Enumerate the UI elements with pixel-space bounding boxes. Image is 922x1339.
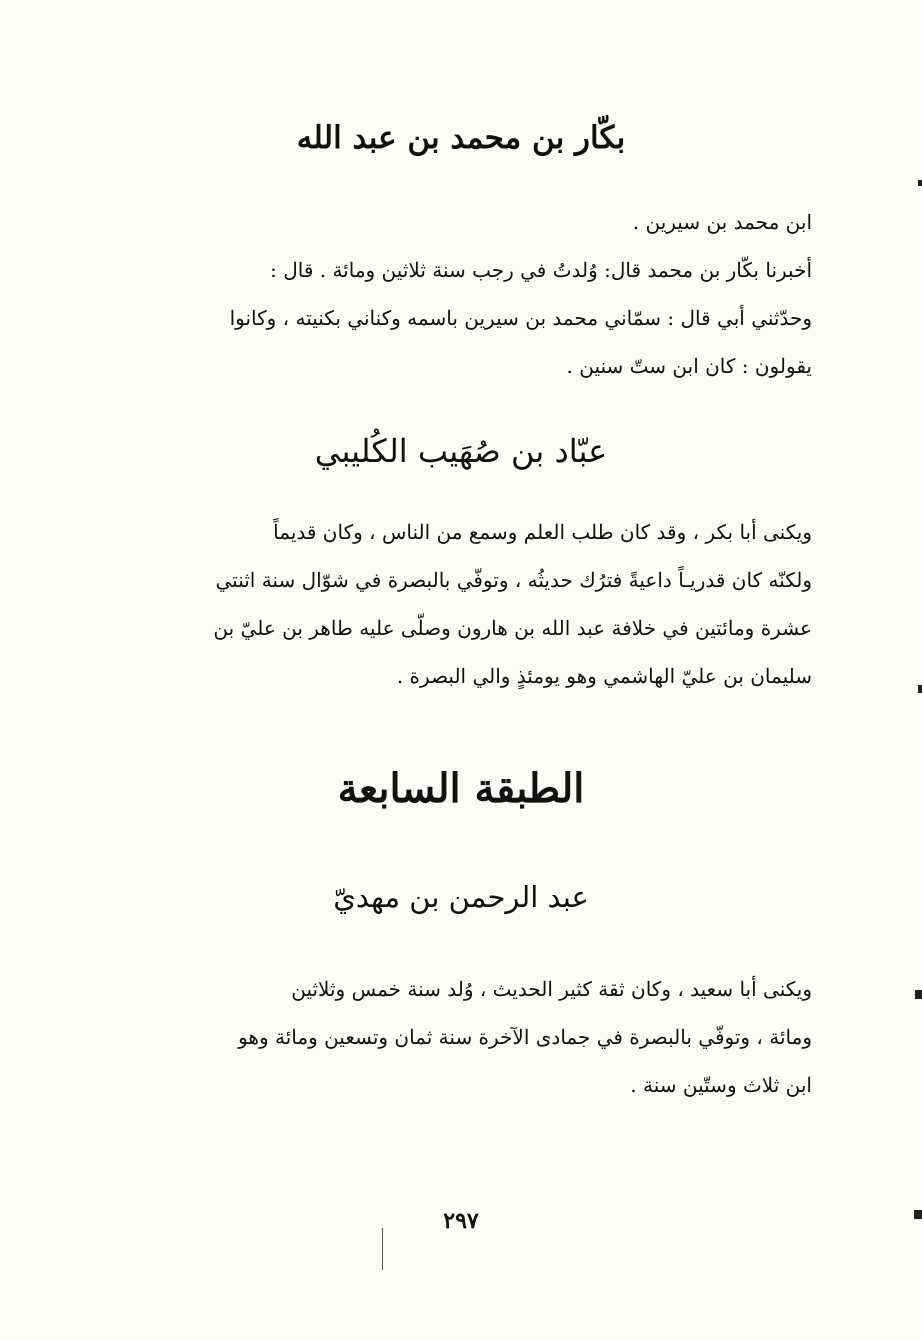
text-line: ابن ثلاث وستّين سنة . [630,1073,812,1097]
text-line: وحدّثني أبي قال : سمّاني محمد بن سيرين باسمه وكناني بكنيته ، وكانوا [229,306,812,330]
entry-body-abbad [108,508,812,700]
text-line: أخبرنا بكّار بن محمد قال: وُلدتُ في رجب سنة ثلاثين ومائة . قال : [270,258,812,282]
text-line: ومائة ، وتوفّي بالبصرة في جمادى الآخرة سنة ثمان وتسعين ومائة وهو [238,1025,812,1049]
text-line: سليمان بن عليّ الهاشمي وهو يومئذٍ والي البصرة . [396,664,812,688]
edge-mark [914,1210,922,1219]
text-line: ولكنّه كان قدريـاً داعيةً فترُك حديثُه ، وتوفّي بالبصرة في شوّال سنة اثنتي [215,568,812,592]
edge-mark [918,180,922,186]
entry-title-abdulrahman: عبد الرحمن بن مهديّ [333,880,589,914]
entry-title-bakkar: بكّار بن محمد بن عبد الله [296,120,626,156]
entry-body-bakkar [108,198,812,390]
text-line: ابن محمد بن سيرين . [632,210,812,234]
text-line: ويكنى أبا سعيد ، وكان ثقة كثير الحديث ، وُلد سنة خمس وثلاثين [291,977,812,1001]
text-line: ويكنى أبا بكر ، وقد كان طلب العلم وسمع من الناس ، وكان قديماً [273,520,812,544]
page-number: ٢٩٧ [443,1208,479,1234]
edge-mark [918,685,922,693]
entry-body-abdulrahman [108,965,812,1109]
entry-title-abbad: عبّاد بن صُهَيب الكُليبي [314,432,608,470]
section-title: الطبقة السابعة [337,765,585,812]
edge-mark [915,990,922,999]
text-line: يقولون : كان ابن ستّ سنين . [566,354,812,378]
text-line: عشرة ومائتين في خلافة عبد الله بن هارون وصلّى عليه طاهر بن عليّ بن [213,616,812,640]
scan-rule-mark [382,1228,383,1270]
